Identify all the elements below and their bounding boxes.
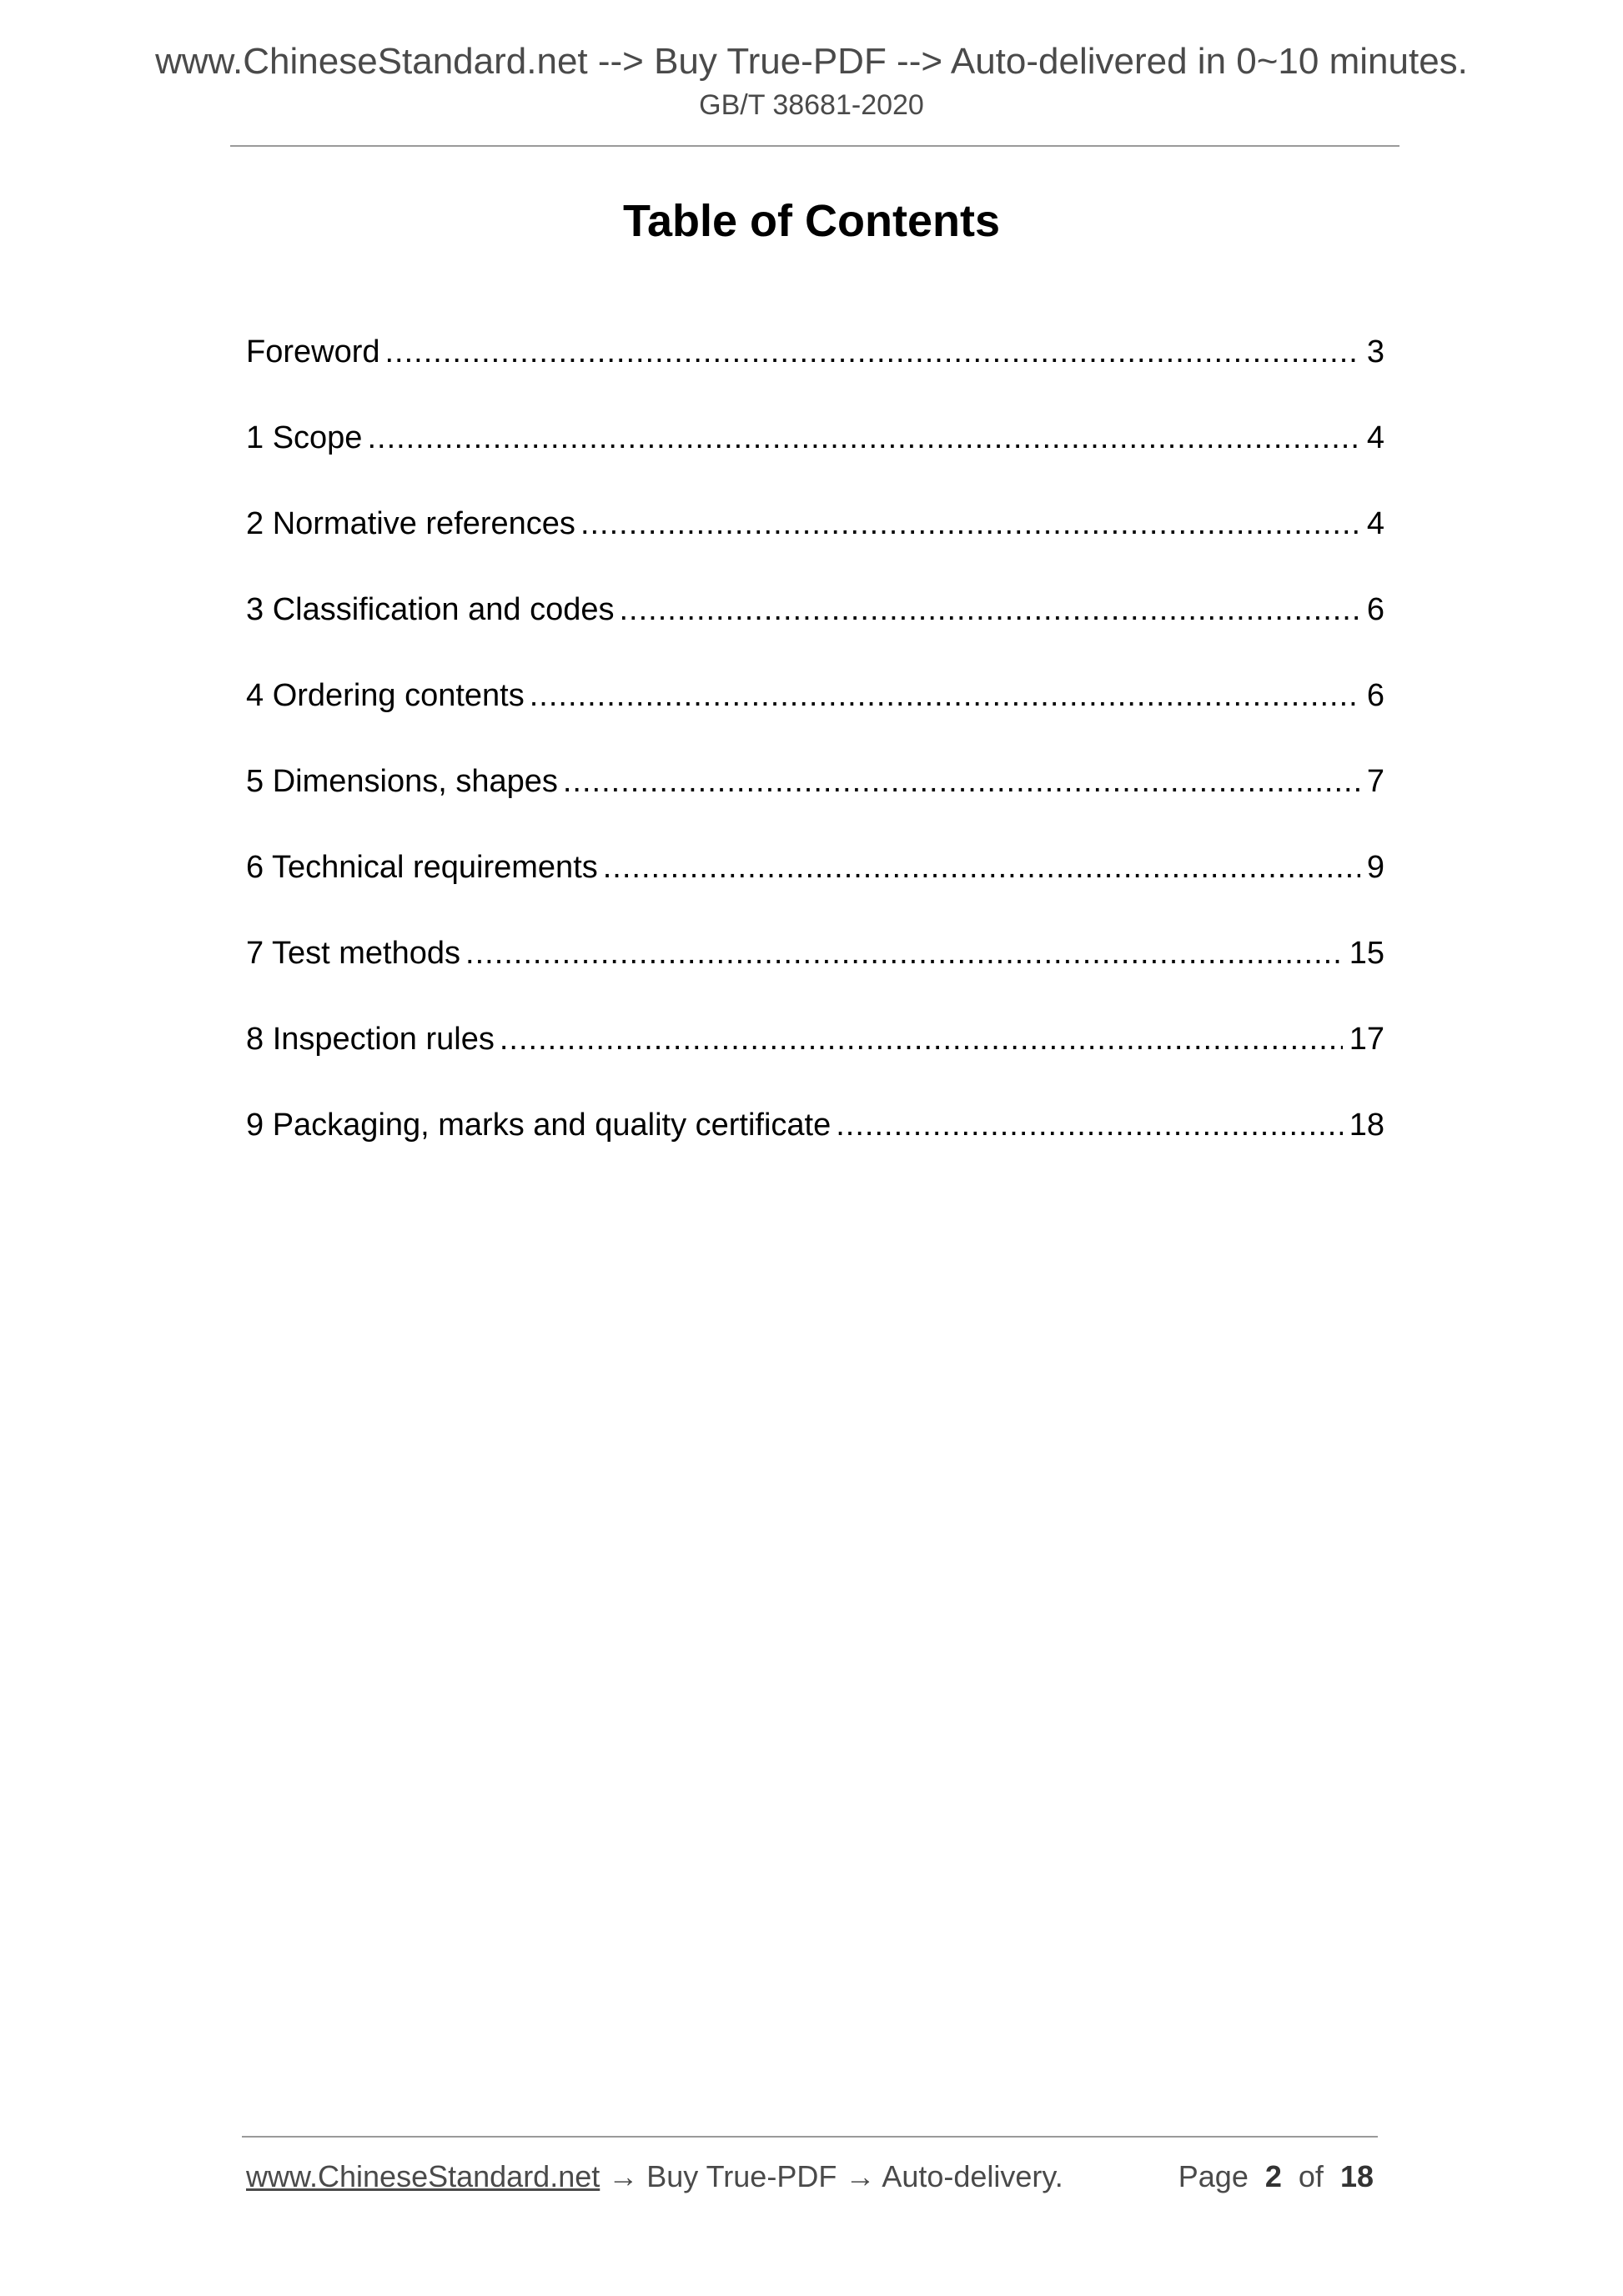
header-divider: [230, 145, 1399, 147]
toc-entry-page: 6: [1366, 592, 1384, 627]
footer-tagline: → Buy True-PDF → Auto-delivery.: [600, 2159, 1063, 2193]
toc-entry-label: 2 Normative references: [246, 506, 575, 541]
page-indicator: [1178, 2158, 1374, 2194]
toc-entry-label: 7 Test methods: [246, 936, 461, 971]
toc-dot-leader: [385, 330, 1360, 374]
toc-entry-page: 17: [1349, 1022, 1384, 1057]
toc-entry-label: 3 Classification and codes: [246, 592, 615, 627]
page-number: 2: [1264, 2159, 1282, 2193]
toc-entry-page: 4: [1366, 420, 1384, 455]
footer-divider: [242, 2136, 1378, 2138]
toc-entry-packaging-marks-certificate[interactable]: [246, 1103, 1384, 1189]
toc-entry-label: 8 Inspection rules: [246, 1022, 495, 1057]
toc-dot-leader: [619, 588, 1359, 631]
toc-entry-page: 4: [1366, 506, 1384, 541]
standard-code: GB/T 38681-2020: [699, 89, 924, 121]
toc-list: [246, 330, 1384, 1189]
toc-title: Table of Contents: [623, 196, 1000, 246]
toc-dot-leader: [603, 846, 1360, 889]
toc-dot-leader: [580, 502, 1360, 545]
page-word: Page: [1178, 2159, 1249, 2193]
toc-entry-label: 1 Scope: [246, 420, 363, 455]
of-word: of: [1298, 2159, 1324, 2193]
toc-entry-label: 6 Technical requirements: [246, 850, 598, 885]
footer-site-link[interactable]: www.ChineseStandard.net: [246, 2159, 600, 2193]
toc-entry-label: 9 Packaging, marks and quality certificate: [246, 1108, 832, 1143]
toc-entry-label: Foreword: [246, 334, 380, 369]
toc-entry-foreword[interactable]: [246, 330, 1384, 416]
toc-entry-test-methods[interactable]: [246, 932, 1384, 1017]
toc-entry-classification-and-codes[interactable]: [246, 588, 1384, 674]
header-banner: www.ChineseStandard.net --> Buy True-PDF --> Auto-delivered in 0~10 minutes.: [155, 41, 1468, 82]
toc-dot-leader: [500, 1017, 1343, 1061]
page-total: 18: [1339, 2159, 1374, 2193]
toc-entry-technical-requirements[interactable]: [246, 846, 1384, 932]
toc-dot-leader: [465, 932, 1343, 975]
toc-entry-page: 6: [1366, 678, 1384, 713]
toc-entry-page: 15: [1349, 936, 1384, 971]
toc-entry-page: 3: [1366, 334, 1384, 369]
toc-entry-page: 18: [1349, 1108, 1384, 1143]
toc-entry-ordering-contents[interactable]: [246, 674, 1384, 760]
toc-entry-normative-references[interactable]: [246, 502, 1384, 588]
toc-dot-leader: [836, 1103, 1342, 1147]
toc-dot-leader: [530, 674, 1360, 717]
toc-entry-page: 7: [1366, 764, 1384, 799]
toc-entry-scope[interactable]: [246, 416, 1384, 502]
toc-entry-dimensions-shapes[interactable]: [246, 760, 1384, 846]
toc-entry-page: 9: [1366, 850, 1384, 885]
toc-dot-leader: [563, 760, 1360, 803]
toc-entry-label: 5 Dimensions, shapes: [246, 764, 558, 799]
page-footer: [246, 2158, 1374, 2194]
toc-entry-inspection-rules[interactable]: [246, 1017, 1384, 1103]
toc-entry-label: 4 Ordering contents: [246, 678, 525, 713]
toc-dot-leader: [367, 416, 1359, 460]
